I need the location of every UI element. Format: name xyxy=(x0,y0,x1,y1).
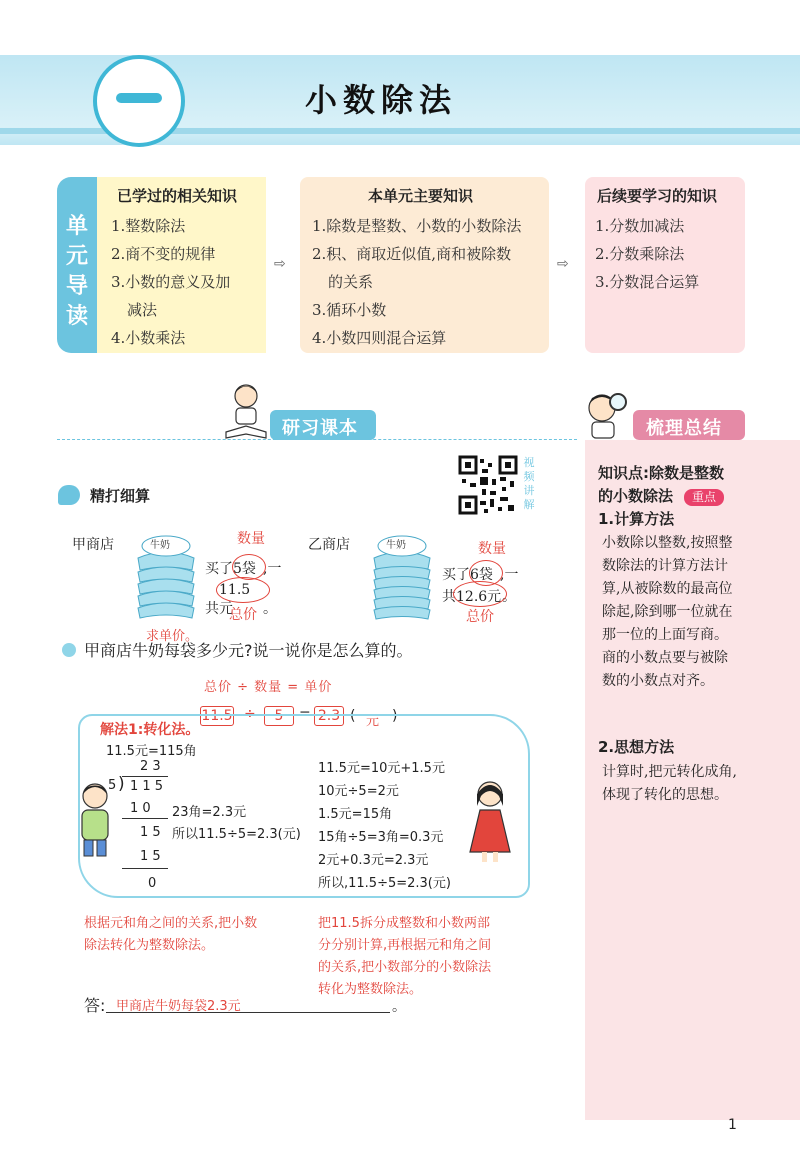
note-right-line: 分分别计算,再根据元和角之间 xyxy=(318,938,492,953)
tab-char: 读 xyxy=(65,304,88,329)
note-left-line: 除法转化为整数除法。 xyxy=(84,938,215,953)
question-bullet xyxy=(62,643,76,657)
formula-op: ÷ xyxy=(244,706,256,722)
main-item: 1.除数是整数、小数的小数除法 xyxy=(312,217,522,235)
formula-box: 11.5 xyxy=(201,708,233,724)
formula-eq: = xyxy=(299,706,311,722)
division-remainder: 0 xyxy=(148,876,157,891)
formula-unit: 元 xyxy=(366,714,380,729)
formula-paren: ( xyxy=(350,708,356,724)
division-bar xyxy=(122,776,168,777)
division-step: 1 5 xyxy=(140,825,161,840)
learned-item: 减法 xyxy=(127,301,158,319)
formula-box: 5 xyxy=(264,706,294,726)
formula-box: 2.3 xyxy=(314,706,344,726)
total-label: 总价 xyxy=(229,607,257,623)
subsection-title: 精打细算 xyxy=(90,487,151,505)
learned-knowledge-box xyxy=(97,177,266,353)
note-right-line: 把11.5拆分成整数和小数两部 xyxy=(318,916,490,931)
division-quotient: 2 3 xyxy=(140,759,161,774)
division-line xyxy=(122,818,168,819)
knowledge-point-title: 的小数除法 xyxy=(598,487,674,505)
shop-a-text: 买了5袋 ,一 xyxy=(205,558,281,578)
method-line: 数的小数点对齐。 xyxy=(602,673,714,689)
method-line: 数除法的计算方法计 xyxy=(602,558,728,574)
shop-b-total: 12.6元 xyxy=(456,589,502,605)
shop-a-total: 11.5元 xyxy=(219,582,251,617)
learned-item: 3.小数的意义及加 xyxy=(111,273,231,291)
question-note: 求单价。 xyxy=(146,629,199,644)
learned-item: 2.商不变的规律 xyxy=(111,245,216,263)
arrow-right-icon: ⇨ xyxy=(274,256,286,272)
main-knowledge-box xyxy=(300,177,549,353)
arrow-right-icon: ⇨ xyxy=(557,256,569,272)
shop-b-label: 乙商店 xyxy=(308,537,350,553)
main-item: 2.积、商取近似值,商和被除数 xyxy=(312,245,512,263)
future-item: 2.分数乘除法 xyxy=(595,245,685,263)
boy-reading-icon xyxy=(222,380,268,440)
boy-character-icon xyxy=(70,780,120,860)
future-item: 3.分数混合运算 xyxy=(595,273,700,291)
circle-mark xyxy=(232,554,266,580)
learned-title: 已学过的相关知识 xyxy=(117,187,238,205)
unit-number-mark xyxy=(116,93,162,103)
summary-section-label: 梳理总结 xyxy=(646,418,722,439)
bag-label: 牛奶 xyxy=(150,540,170,551)
page-number: 1 xyxy=(728,1117,737,1133)
circle-mark xyxy=(453,581,507,607)
thinking-line: 计算时,把元转化成角, xyxy=(602,764,737,780)
question-text: 甲商店牛奶每袋多少元?说一说你是怎么算的。 xyxy=(84,641,413,660)
page-title: 小数除法 xyxy=(305,81,458,119)
key-point-badge: 重点 xyxy=(684,489,724,506)
video-link-label[interactable]: 视频讲解 xyxy=(523,456,535,511)
method2-line: 1.5元=15角 xyxy=(318,807,393,822)
learned-item: 1.整数除法 xyxy=(111,217,186,235)
thinking-title: 2.思想方法 xyxy=(598,738,675,756)
shop-a-count: 5袋 xyxy=(233,561,256,577)
division-divisor: 5 xyxy=(108,778,117,793)
method2-line: 所以,11.5÷5=2.3(元) xyxy=(318,876,451,891)
formula-words: 总价 ÷ 数量 = 单价 xyxy=(204,680,333,695)
qr-code-icon[interactable] xyxy=(458,455,518,515)
method-line: 除起,除到哪一位就在 xyxy=(602,604,733,620)
division-note: 所以11.5÷5=2.3(元) xyxy=(172,827,301,842)
note-left-line: 根据元和角之间的关系,把小数 xyxy=(84,916,258,931)
shop-b-count: 6袋 xyxy=(470,567,493,583)
thinking-line: 体现了转化的思想。 xyxy=(602,787,728,803)
future-item: 1.分数加减法 xyxy=(595,217,685,235)
study-section-label: 研习课本 xyxy=(282,418,358,439)
quantity-label: 数量 xyxy=(237,531,265,547)
division-step: 1 0 xyxy=(130,801,151,816)
answer-underline xyxy=(106,1012,390,1013)
magnifier-kid-icon xyxy=(582,386,632,440)
tab-char: 导 xyxy=(65,274,88,299)
knowledge-point-title: 知识点:除数是整数 xyxy=(598,464,724,482)
method-line: 小数除以整数,按照整 xyxy=(602,535,733,551)
future-knowledge-box xyxy=(585,177,745,353)
method2-line: 2元+0.3元=2.3元 xyxy=(318,853,429,868)
girl-character-icon xyxy=(462,778,518,864)
method-line: 商的小数点要与被除 xyxy=(602,650,728,666)
circle-mark xyxy=(216,577,270,603)
division-note: 23角=2.3元 xyxy=(172,805,247,820)
bag-label: 牛奶 xyxy=(386,540,406,551)
answer-text: 甲商店牛奶每袋2.3元 xyxy=(116,999,241,1014)
conversion-line: 11.5元=115角 xyxy=(106,744,197,759)
division-step: 1 5 xyxy=(140,849,161,864)
answer-end: 。 xyxy=(392,999,406,1015)
division-line xyxy=(122,868,168,869)
formula-paren: ) xyxy=(392,708,398,724)
tab-char: 元 xyxy=(65,244,88,269)
shop-b-text: 共12.6元。 xyxy=(442,586,516,606)
note-right-line: 的关系,把小数部分的小数除法 xyxy=(318,960,492,975)
unit-guide-tab xyxy=(57,177,97,353)
main-title: 本单元主要知识 xyxy=(368,187,474,205)
main-item: 3.循环小数 xyxy=(312,301,387,319)
future-title: 后续要学习的知识 xyxy=(597,187,718,205)
subsection-icon xyxy=(58,485,80,505)
tab-char: 单 xyxy=(65,214,88,239)
method-title: 1.计算方法 xyxy=(598,510,675,528)
division-dividend: 1 1 5 xyxy=(130,779,164,794)
answer-label: 答: xyxy=(84,996,106,1015)
method1-title: 解法1:转化法。 xyxy=(100,722,200,738)
learned-item: 4.小数乘法 xyxy=(111,329,186,347)
shop-b-text: 买了6袋 ,一 xyxy=(442,564,518,584)
shop-a-text: 共11.5元 。 xyxy=(205,582,277,617)
main-item: 的关系 xyxy=(328,273,374,291)
quantity-label: 数量 xyxy=(478,541,506,557)
method2-line: 15角÷5=3角=0.3元 xyxy=(318,830,444,845)
method-line: 算,从被除数的最高位 xyxy=(602,581,733,597)
method2-line: 10元÷5=2元 xyxy=(318,784,399,799)
method2-line: 11.5元=10元+1.5元 xyxy=(318,761,445,776)
shop-a-label: 甲商店 xyxy=(72,537,114,553)
method-line: 那一位的上面写商。 xyxy=(602,627,728,643)
total-label: 总价 xyxy=(466,609,494,625)
division-bracket: ) xyxy=(118,774,125,794)
main-item: 4.小数四则混合运算 xyxy=(312,329,447,347)
note-right-line: 转化为整数除法。 xyxy=(318,982,423,997)
